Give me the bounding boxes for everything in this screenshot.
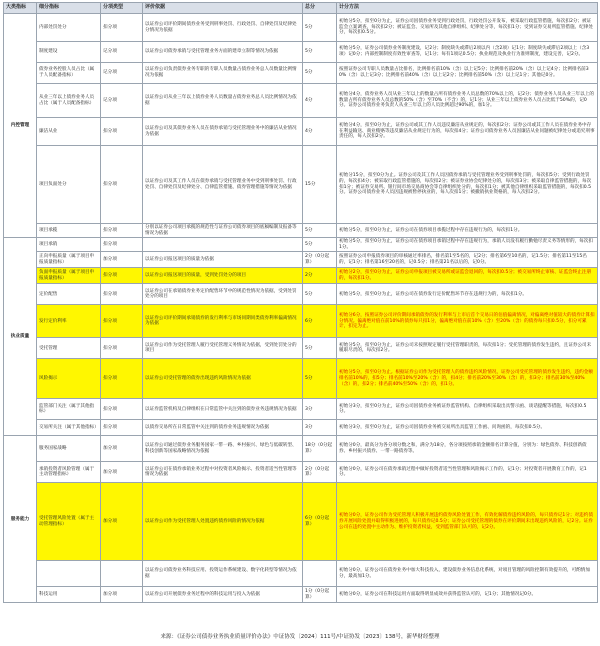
score-cell: 15分 bbox=[303, 146, 337, 224]
column-header: 评价依据 bbox=[143, 3, 303, 14]
indicator-cell: 项目负面处分 bbox=[37, 146, 101, 224]
basis-cell: 以证券公司债券承销与受托管理业务方面的建章立制等情况为依据 bbox=[143, 42, 303, 63]
indicator-cell: 内部处罚处分 bbox=[37, 14, 101, 42]
table-row bbox=[4, 338, 598, 359]
table-row bbox=[4, 146, 598, 224]
method-cell: 初始分5分，扣至0分为止，证券公司因债券业务受到行政处罚，行政处罚公开发布，被采取行政监管措施，每次扣2分；被证监会立案调查，每次扣2分；被证监会、交易所及其他自律组织、纪律处分等，每次扣1分；受到证券交易所监管措施、纪律处分，每次扣0.5分。 bbox=[337, 14, 598, 42]
basis-cell: 以证券公司从业三年以上债券业务人员数量占债券业务总人员比例情况为依据 bbox=[143, 84, 303, 118]
type-cell: 扣分项 bbox=[101, 420, 143, 436]
type-cell: 扣分项 bbox=[101, 238, 143, 252]
type-cell: 记分项 bbox=[101, 42, 143, 63]
method-cell: 初始分0分，证券公司在债券承销过程中做好投资者适当性管理和风险揭示工作的，记1分；对投资者开展教育工作的，记1分。 bbox=[337, 462, 598, 483]
score-cell: 6分（0分起算） bbox=[303, 483, 337, 561]
indicator-cell: 服务国家战略 bbox=[37, 436, 101, 462]
table-row bbox=[4, 14, 598, 42]
basis-cell: 以债券交易所在日常监管中关注到的债券业务违规情况为依据 bbox=[143, 420, 303, 436]
column-header: 细分指标 bbox=[37, 3, 101, 14]
table-row bbox=[4, 63, 598, 84]
basis-cell: 以证券公司负责债券业务专职的专职人员数量占债券业务总人员数量比例情况为依据 bbox=[143, 63, 303, 84]
basis-cell: 以证券公司报送项目的质量为依据 bbox=[143, 252, 303, 268]
type-cell: 扣分项 bbox=[101, 14, 143, 42]
table-row bbox=[4, 42, 598, 63]
method-cell: 初始分0分，证券公司在债券业务中加大科技投入，建设债券业务信息化系统，对项目管理的风险控制有效提升的，可酌情加分，最高加1分。 bbox=[337, 561, 598, 587]
table-row bbox=[4, 436, 598, 462]
indicator-cell: 监管部门关注（属于其他指标） bbox=[37, 399, 101, 420]
method-cell: 初始分4分，扣至0分为止，证券公司或其工作人员违反廉洁从业规定的，每次扣2分；证券公司或其工作人员在债券业务中存在利益输送、商业贿赂等违反廉洁从业规定行为的，每次扣4分；证券公司债券业务人员因廉洁从业问题被纪律处分或追究刑事责任的，每人次扣2分。 bbox=[337, 118, 598, 146]
basis-cell: 以证券公司在承销债券业务定价配售环节中的规范性情况为依据，受到处罚处分的项目 bbox=[143, 284, 303, 305]
method-cell: 初始分4分，债券业务人员从业三年以上的数量占所有债券业务人员总数的70%以上的，记2分；债券业务人员从业三年以上的数量占所有债券业务人员总数的50%（含）至70%（不含）的，记1分；从业三年以上债券业务人员占比低于50%的，记0分。证券公司债券业务负责人从业三年以上的人员比例超过90%的，加1分。 bbox=[337, 84, 598, 118]
method-cell: 初始分5分，扣至0分为止，证券公司在债券项目承销过程中存在违规行为，承销人员没有履行勤勉尽责义务等情形的，每次扣1分。 bbox=[337, 238, 598, 252]
category-cell: 服务能力 bbox=[4, 436, 37, 603]
indicator-cell: 交易所关注（属于其他指标） bbox=[37, 420, 101, 436]
category-cell: 执业质量 bbox=[4, 238, 37, 436]
method-cell: 初始分5分，证券公司债券业务制度建设，记2分；制度缺失或滞后2项以内（含2项）记1分；制度缺失或滞后2项以上（含3项）记0分；内部控制制度有效性审查等，记1分；每有1项记0.5分；执业规范及执业行为准则制度，建设完善，记2分。 bbox=[337, 42, 598, 63]
basis-cell: 以证券公司通过债券业务服务国家一带一路、乡村振兴、绿色与低碳转型、科技创新等国家战略情况为依据 bbox=[143, 436, 303, 462]
column-header: 分项类型 bbox=[101, 3, 143, 14]
indicator-cell: 承销投资者风险管理（属于主动管理指标） bbox=[37, 462, 101, 483]
basis-cell: 分别以证券公司项目承揽的规范性与证券公司债券项目的底稿编制及报备等情况为依据 bbox=[143, 224, 303, 238]
table-row bbox=[4, 224, 598, 238]
type-cell: 记分项 bbox=[101, 63, 143, 84]
type-cell: 加分项 bbox=[101, 436, 143, 462]
table-row bbox=[4, 118, 598, 146]
basis-cell: 以证券公司开展债券业务过程中的科技运用与投入为依据 bbox=[143, 587, 303, 603]
basis-cell: 以证券公司受托管理的债券出现违约风险情况为依据 bbox=[143, 359, 303, 399]
type-cell: 扣分项 bbox=[101, 118, 143, 146]
type-cell: 扣分项 bbox=[101, 305, 143, 338]
type-cell: 扣分项 bbox=[101, 284, 143, 305]
type-cell: 加分项 bbox=[101, 462, 143, 483]
basis-cell: 以证券公司作为受托管理人处置违约债券风险的情况为依据 bbox=[143, 483, 303, 561]
score-cell: 6分 bbox=[303, 305, 337, 338]
score-cell: 5分 bbox=[303, 42, 337, 63]
indicator-cell: 定价配售 bbox=[37, 284, 101, 305]
indicator-cell: 风险揭示 bbox=[37, 359, 101, 399]
score-cell: 5分 bbox=[303, 238, 337, 252]
evaluation-table bbox=[3, 2, 598, 603]
indicator-cell bbox=[37, 561, 101, 587]
column-header: 计分方法 bbox=[337, 3, 598, 14]
table-row bbox=[4, 84, 598, 118]
indicator-cell: 项目承揽 bbox=[37, 224, 101, 238]
method-cell: 初始分2分，扣至0分为止，证券公司申报项目被交易所或证监会退回的，每次扣0.5分；被交易所终止审核、证监会终止注册的，每次扣1分。 bbox=[337, 268, 598, 284]
method-cell: 初始分0分，证券公司作为受托管理人积极开展违约债券风险处置工作，有效化解债券违约风险的，每只债券记1分；对违约债券开展风险处置并取得积极进展的，每只债券记0.5分；证券公司受托管理的债券在评价期间未出现违约风险的，记2分。证券公司在违约处置中主动作为、维护投资者权益，受到监管部门认可的，记2分。 bbox=[337, 483, 598, 561]
basis-cell: 以证券公司及其工作人员在债券承销与受托管理业务中受到刑事处罚、行政处罚、自律处罚及纪律处分、自律监管措施、债券管理措施等情况为依据 bbox=[143, 146, 303, 224]
table-row bbox=[4, 399, 598, 420]
method-cell: 初始分3分，扣至0分为止，证券公司因债券业务被交易所出具监管工作函、问询函的，每次扣0.5分。 bbox=[337, 420, 598, 436]
basis-cell: 以证券公司评价期间债券业务受到刑事处罚、行政处罚、自律处罚及纪律处分情况为依据 bbox=[143, 14, 303, 42]
table-row bbox=[4, 252, 598, 268]
type-cell: 扣分项 bbox=[101, 146, 143, 224]
score-cell: 18分（0分起算） bbox=[303, 436, 337, 462]
method-cell: 按照证券公司申报债券项目的审核通过率排名，排名第1至5名的，记2分；排名第6至10名的，记1.5分；排名第11至15名的，记1分；排名第16至20名的，记0.5分；排名第21名以后的，记0分。 bbox=[337, 252, 598, 268]
table-row bbox=[4, 305, 598, 338]
score-cell: 2分（0分起算） bbox=[303, 252, 337, 268]
method-cell: 按照证券公司专职人员数量占比排名，比例排名前10%（含）以上记5分；比例排名前20%（含）以上记4分；比例排名前30%（含）以上记3分；比例排名前40%（含）以上记2分；比例排名前50%（含）以上记1分；其他记0分。 bbox=[337, 63, 598, 84]
basis-cell: 以证券公司及其债券业务人员在债券承销与受托管理业务中的廉洁从业情况为依据 bbox=[143, 118, 303, 146]
table-row bbox=[4, 359, 598, 399]
type-cell: 扣分项 bbox=[101, 399, 143, 420]
method-cell: 初始分3分，扣至0分为止，证券公司因债券业务被证券监管机构、自律组织采取出具警示函、谈话提醒等措施，每次扣0.5分。 bbox=[337, 399, 598, 420]
type-cell: 加分项 bbox=[101, 252, 143, 268]
score-cell: 4分 bbox=[303, 118, 337, 146]
table-row bbox=[4, 462, 598, 483]
score-cell bbox=[303, 561, 337, 587]
basis-cell: 以证券监管机构及自律组织在日常监管中关注到的债券业务违规情况为依据 bbox=[143, 399, 303, 420]
type-cell: 扣分项 bbox=[101, 268, 143, 284]
indicator-cell: 制度建设 bbox=[37, 42, 101, 63]
table-header-row bbox=[4, 3, 598, 14]
method-cell: 初始分5分，扣至0分为止，证券公司在债券项目承揽过程中存在违规行为的，每次扣1分。 bbox=[337, 224, 598, 238]
method-cell: 初始分0分，最高分为各分项分数之和，满分为18分，各分项按照承销金额排名计算分值，分别为：绿色债券、科技创新债券、乡村振兴债券、一带一路债券等。 bbox=[337, 436, 598, 462]
score-cell: 2分 bbox=[303, 268, 337, 284]
score-cell: 3分 bbox=[303, 420, 337, 436]
score-cell: 5分 bbox=[303, 284, 337, 305]
type-cell: 扣分项 bbox=[101, 338, 143, 359]
score-cell: 3分 bbox=[303, 399, 337, 420]
score-cell: 5分 bbox=[303, 338, 337, 359]
basis-cell: 以证券公司评价期间承销债券的发行利率与市场同期同类债券利率偏离情况为依据 bbox=[143, 305, 303, 338]
table-row bbox=[4, 284, 598, 305]
score-cell: 1分（0分起算） bbox=[303, 587, 337, 603]
basis-cell: 以证券公司债券业务科技应用、投资运作系统建设、数字化转型等情况为依据 bbox=[143, 561, 303, 587]
table-row bbox=[4, 268, 598, 284]
score-cell: 2分（0分起算） bbox=[303, 462, 337, 483]
column-header: 总分 bbox=[303, 3, 337, 14]
indicator-cell: 受托管理风险处置（属于主动管理指标） bbox=[37, 483, 101, 561]
indicator-cell: 项目承销 bbox=[37, 238, 101, 252]
method-cell: 初始分5分，扣至0分为止。根据证券公司作为受托管理人的债券违约风险情况，证券公司受托管理的债券发生违约，违约金额排名前10%的，扣5分；排名前10%至20%（含）的，扣4分；排名前20%至30%（含）的，扣3分；排名前30%至40%（含）的，扣2分；排名前40%至50%（含）的，扣1分。 bbox=[337, 359, 598, 399]
score-cell: 5分 bbox=[303, 359, 337, 399]
column-header: 大类指标 bbox=[4, 3, 37, 14]
method-cell: 初始分5分，扣至0分为止，证券公司未按照规定履行受托管理职责的，每次扣1分；受托管理的债券发生违约，且证券公司未履职尽责的，每次扣2分。 bbox=[337, 338, 598, 359]
table-row bbox=[4, 420, 598, 436]
basis-cell bbox=[143, 238, 303, 252]
type-cell bbox=[101, 561, 143, 587]
table-row bbox=[4, 483, 598, 561]
table-body bbox=[4, 14, 598, 603]
method-cell: 初始分0分，证券公司在科技运用方面取得明显成效并获得监管认可的，记1分；其他情况记0分。 bbox=[337, 587, 598, 603]
indicator-cell: 廉洁从业 bbox=[37, 118, 101, 146]
type-cell: 扣分项 bbox=[101, 224, 143, 238]
type-cell: 扣分项 bbox=[101, 359, 143, 399]
method-cell: 初始分15分，扣至0分为止。证券公司及其工作人员因债券承销与受托管理业务受到刑事处罚的，每次扣5分；受到行政处罚的，每次扣4分；被采取行政监管措施的，每次扣2分；被证券业协会纪律处分的，每次扣3分；被采取自律监管措施的，每次扣1分；被证券交易所、银行间市场交易商协会等自律组织处分的，每次扣1分；被其他自律组织采取监管措施的，每次扣0.5分。证券公司债券业务人员因违规被暂停执业的，每人次扣1分；被撤销执业资格的，每人次扣2分。 bbox=[337, 146, 598, 224]
indicator-cell: 负面申报质量（属于项目申报质量指标） bbox=[37, 268, 101, 284]
table-row bbox=[4, 238, 598, 252]
basis-cell: 以证券公司作为受托管理人履行受托管理义务情况为依据，受到处罚处分的项目 bbox=[143, 338, 303, 359]
category-cell: 内控管理 bbox=[4, 14, 37, 238]
type-cell: 记分项 bbox=[101, 84, 143, 118]
indicator-cell: 正向申报质量（属于项目申报质量指标） bbox=[37, 252, 101, 268]
basis-cell: 以证券公司在债券承销业务过程中对投资者风险揭示、投资者适当性管理等情况为依据 bbox=[143, 462, 303, 483]
indicator-cell: 受托管理 bbox=[37, 338, 101, 359]
basis-cell: 以证券公司报送项目的质量，受到处罚处分的项目 bbox=[143, 268, 303, 284]
table-row bbox=[4, 561, 598, 587]
type-cell: 加分项 bbox=[101, 483, 143, 561]
score-cell: 5分 bbox=[303, 63, 337, 84]
source-footer: 来源：《证券公司债券业务执业质量评价办法》中证协发〔2024〕111号/中证协发〔2023〕138号，新华财经整理 bbox=[160, 634, 440, 640]
indicator-cell: 从业三年以上债券业务人员占比（属于人员配备指标） bbox=[37, 84, 101, 118]
score-cell: 4分 bbox=[303, 84, 337, 118]
method-cell: 初始分5分，扣至0分为止，证券公司在债券发行定价配售环节存在违规行为的，每次扣1分。 bbox=[337, 284, 598, 305]
method-cell: 初始分6分，按照证券公司评价期间承销债券的发行利率与上市后首个交易日的估值偏离情况，对偏离绝对值较大的债券计算扣分情况。偏离绝对值在前10%的债券每只扣1分，偏离绝对值在前10%（含）至20%（含）的债券每只扣0.5分，扣分可累计，扣完为止。 bbox=[337, 305, 598, 338]
score-cell: 5分 bbox=[303, 224, 337, 238]
indicator-cell: 科技运用 bbox=[37, 587, 101, 603]
type-cell: 加分项 bbox=[101, 587, 143, 603]
score-cell: 5分 bbox=[303, 14, 337, 42]
indicator-cell: 债券业务控股人员占比（属于人员配备指标） bbox=[37, 63, 101, 84]
indicator-cell: 发行定价利率 bbox=[37, 305, 101, 338]
table-row bbox=[4, 587, 598, 603]
